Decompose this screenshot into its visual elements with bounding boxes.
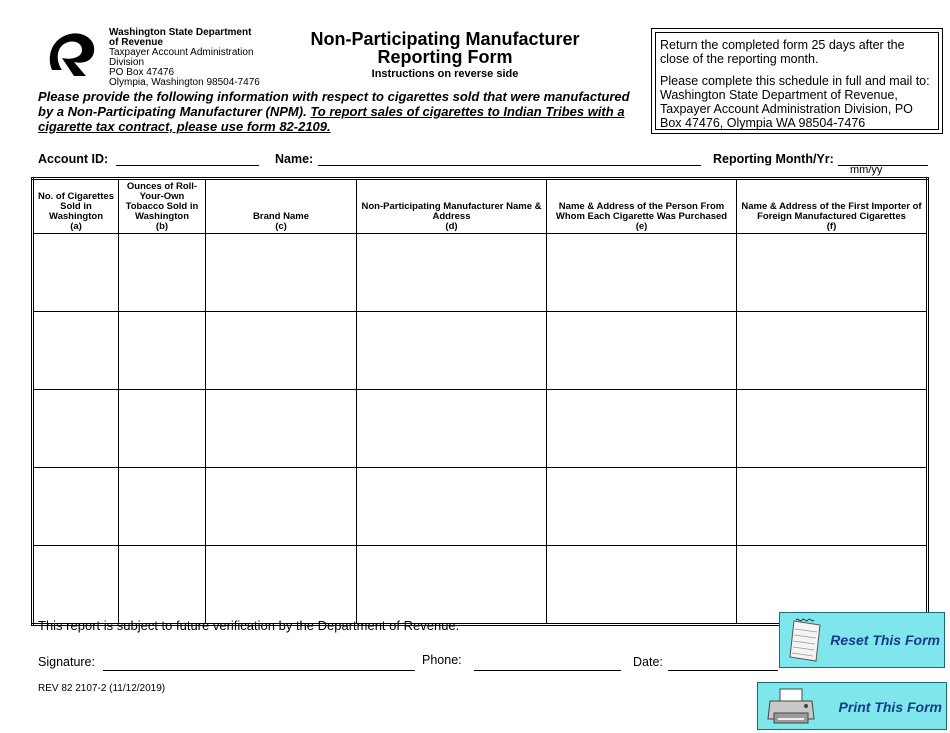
table-row — [33, 390, 928, 468]
date-label: Date: — [633, 655, 663, 669]
table-cell[interactable] — [119, 234, 206, 312]
table-cell[interactable] — [547, 312, 737, 390]
table-cell[interactable] — [119, 546, 206, 625]
print-form-label: Print This Form — [838, 699, 942, 715]
printer-icon — [766, 687, 818, 727]
agency-address — [109, 28, 269, 88]
verification-notice: This report is subject to future verification by the Department of Revenue. — [38, 618, 460, 633]
signature-label: Signature: — [38, 655, 95, 669]
table-cell[interactable] — [33, 390, 119, 468]
table-cell[interactable] — [33, 546, 119, 625]
account-id-label: Account ID: — [38, 152, 109, 166]
table-cell[interactable] — [206, 312, 357, 390]
form-subtitle: Instructions on reverse side — [371, 68, 519, 80]
table-cell[interactable] — [737, 234, 928, 312]
instructions — [38, 89, 648, 134]
table-cell[interactable] — [119, 468, 206, 546]
signature-field[interactable] — [103, 670, 415, 671]
table-cell[interactable] — [357, 234, 547, 312]
reporting-month-label: Reporting Month/Yr: — [713, 152, 834, 166]
table-cell[interactable] — [206, 468, 357, 546]
table-cell[interactable] — [206, 546, 357, 625]
col-header-e: Name & Address of the Person From Whom Each Cigarette Was Purchased (e) — [547, 179, 737, 234]
return-info-p1: Return the completed form 25 days after the close of the reporting month. — [660, 38, 905, 66]
agency-pobox: PO Box 47476 — [109, 67, 175, 78]
instructions-underlined: To report sales of cigarettes to Indian Tribes with a cigarette tax contract, please use form 82-2109. — [38, 104, 625, 134]
col-header-f: Name & Address of the First Importer of Foreign Manufactured Cigarettes (f) — [737, 179, 928, 234]
phone-field[interactable] — [474, 670, 621, 671]
table-cell[interactable] — [547, 546, 737, 625]
col-header-d: Non-Participating Manufacturer Name & Address (d) — [357, 179, 547, 234]
table-cell[interactable] — [547, 390, 737, 468]
table-cell[interactable] — [33, 468, 119, 546]
reset-form-button[interactable] — [779, 612, 945, 668]
table-cell[interactable] — [547, 234, 737, 312]
form-title-line1: Non-Participating Manufacturer — [310, 29, 580, 49]
table-cell[interactable] — [206, 234, 357, 312]
table-row — [33, 312, 928, 390]
col-header-c: Brand Name (c) — [206, 179, 357, 234]
table-row — [33, 468, 928, 546]
form-number: REV 82 2107-2 (11/12/2019) — [38, 683, 166, 694]
agency-division-1: Taxpayer Account Administration — [109, 47, 254, 58]
table-row — [33, 234, 928, 312]
npm-report-table — [31, 177, 929, 626]
table-cell[interactable] — [357, 468, 547, 546]
table-header-row — [33, 179, 928, 234]
date-field[interactable] — [668, 670, 778, 671]
agency-division-2: Division — [109, 57, 145, 68]
print-form-button[interactable] — [757, 682, 947, 730]
table-cell[interactable] — [737, 390, 928, 468]
col-header-b: Ounces of Roll-Your-Own Tobacco Sold in Washington (b) — [119, 179, 206, 234]
table-cell[interactable] — [206, 390, 357, 468]
table-cell[interactable] — [357, 390, 547, 468]
agency-city: Olympia, Washington 98504-7476 — [109, 77, 260, 88]
name-field[interactable] — [318, 165, 701, 166]
table-cell[interactable] — [737, 468, 928, 546]
table-cell[interactable] — [357, 312, 547, 390]
return-info-box — [651, 28, 943, 134]
form-title — [280, 30, 610, 66]
table-cell[interactable] — [33, 312, 119, 390]
agency-name-2: of Revenue — [109, 37, 163, 48]
table-cell[interactable] — [119, 312, 206, 390]
table-cell[interactable] — [547, 468, 737, 546]
table-cell[interactable] — [119, 390, 206, 468]
phone-label: Phone: — [422, 653, 462, 667]
col-header-a: No. of Cigarettes Sold in Washington (a) — [33, 179, 119, 234]
table-cell[interactable] — [33, 234, 119, 312]
table-cell[interactable] — [737, 312, 928, 390]
return-info-p2: Please complete this schedule in full and mail to: Washington State Department of Revenue, Taxpayer Account Administration Division, PO Box 47476, Olympia WA 98504-7476 — [660, 74, 930, 130]
name-label: Name: — [275, 152, 314, 166]
account-id-field[interactable] — [116, 165, 259, 166]
table-cell[interactable] — [357, 546, 547, 625]
form-title-line2: Reporting Form — [377, 47, 513, 67]
notepad-icon — [786, 617, 828, 665]
agency-name-1: Washington State Department — [109, 27, 252, 38]
reporting-month-hint: mm/yy — [850, 164, 883, 176]
dor-logo-icon — [44, 30, 98, 78]
instructions-text: Please provide the following information with respect to cigarettes sold that were manufactured by a Non-Participating Manufacturer (NPM). — [38, 89, 630, 119]
reset-form-label: Reset This Form — [830, 632, 940, 648]
